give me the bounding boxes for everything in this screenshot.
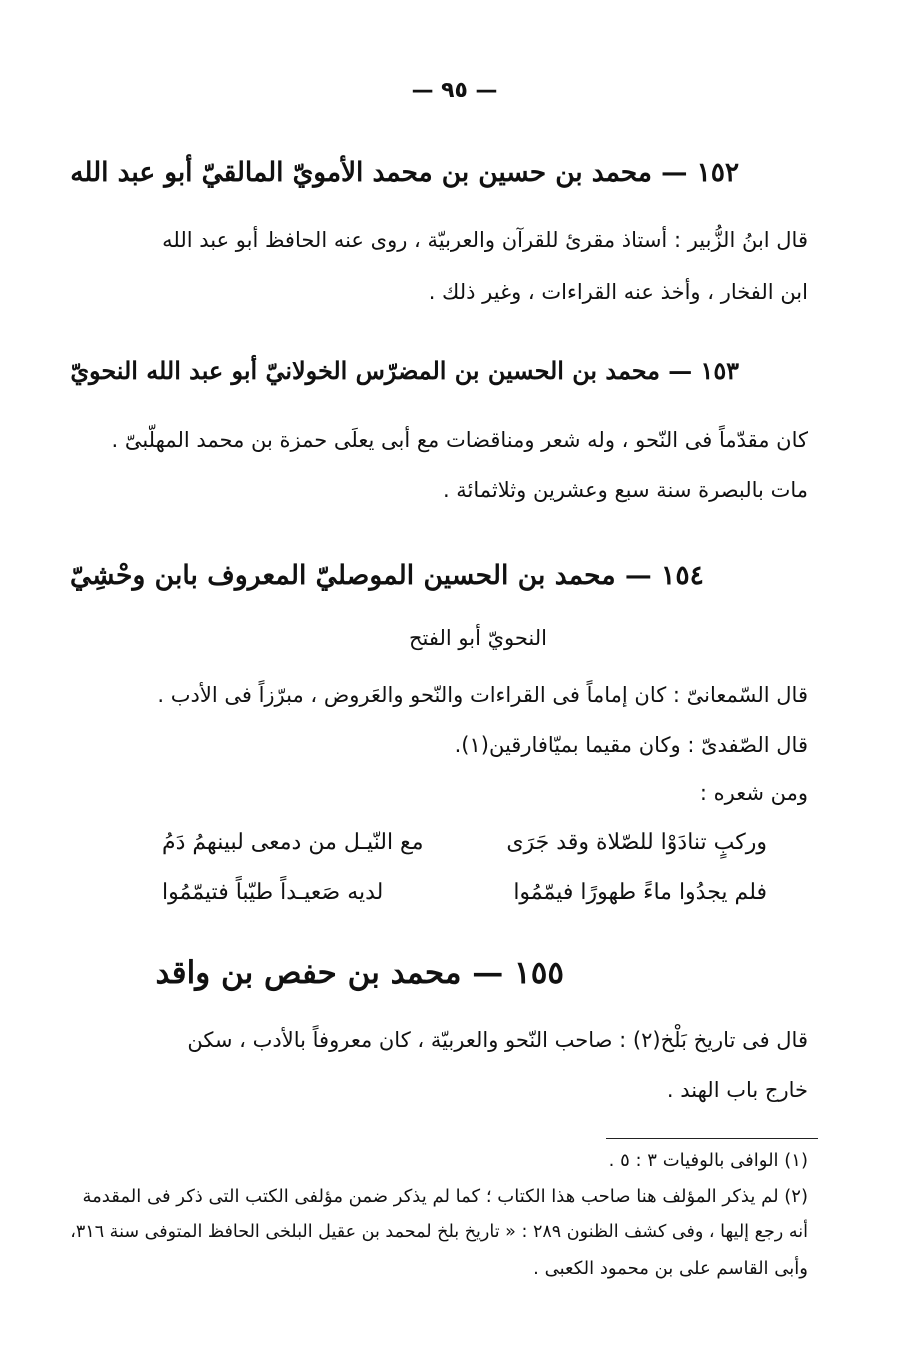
entry-155-line-1: قال فى تاريخ بَلْخ(٢) : صاحب النّحو والعربيّة ، كان معروفاً بالأدب ، سكن: [187, 1028, 808, 1052]
entry-154-line-1: قال السّمعانىّ : كان إماماً فى القراءات والنّحو والعَروض ، مبرّزاً فى الأدب .: [157, 683, 808, 707]
page-number: — ٩٥ —: [411, 78, 498, 103]
entry-heading-153: ١٥٣ — محمد بن الحسين بن المضرّس الخولانيّ أبو عبد الله النحويّ: [70, 357, 739, 385]
footnote-1: (١) الوافى بالوفيات ٣ : ٥ .: [608, 1150, 808, 1171]
entry-heading-155: ١٥٥ — محمد بن حفص بن واقد: [155, 955, 564, 991]
entry-152-line-1: قال ابنُ الزُّبير : أستاذ مقرئ للقرآن والعربيّة ، روى عنه الحافظ أبو عبد الله: [162, 228, 808, 252]
poem-verse-2-first: فلم يجدُوا ماءً طهورًا فيمّمُوا: [513, 880, 767, 905]
entry-153-line-1: كان مقدّماً فى النّحو ، وله شعر ومناقضات مع أبى يعلَى حمزة بن محمد المهلّبىّ .: [111, 428, 808, 452]
entry-heading-152: ١٥٢ — محمد بن حسين بن محمد الأمويّ المالقيّ أبو عبد الله: [70, 157, 739, 188]
entry-154-subheading: النحويّ أبو الفتح: [408, 626, 547, 650]
footnote-2-line-1: (٢) لم يذكر المؤلف هنا صاحب هذا الكتاب ؛ كما لم يذكر ضمن مؤلفى الكتب التى ذكر فى المقدمة: [82, 1186, 808, 1207]
entry-152-line-2: ابن الفخار ، وأخذ عنه القراءات ، وغير ذلك .: [428, 280, 808, 304]
footnote-2-line-2: أنه رجع إليها ، وفى كشف الظنون ٢٨٩ : « تاريخ بلخ لمحمد بن عقيل البلخى الحافظ المتوفى سنة ٣١٦،: [70, 1222, 808, 1242]
footnote-2-line-3: وأبى القاسم على بن محمود الكعبى .: [533, 1258, 808, 1279]
entry-154-line-2: قال الصّفدىّ : وكان مقيما بميّافارقين(١).: [454, 733, 808, 757]
entry-154-line-3: ومن شعره :: [699, 781, 808, 805]
poem-verse-2-second: لديه صَعيـداً طيّباً فتيمّمُوا: [162, 880, 384, 905]
footnote-divider: [606, 1138, 818, 1139]
entry-153-line-2: مات بالبصرة سنة سبع وعشرين وثلاثمائة .: [442, 478, 808, 502]
entry-heading-154: ١٥٤ — محمد بن الحسين الموصليّ المعروف بابن وحْشِيّ: [69, 560, 704, 591]
poem-verse-1-first: وركبٍ تنادَوْا للصّلاة وقد جَرَى: [506, 830, 767, 855]
entry-155-line-2: خارج باب الهند .: [666, 1078, 808, 1102]
poem-verse-1-second: مع النّيـل من دمعى لبينهمُ دَمُ: [162, 830, 424, 855]
